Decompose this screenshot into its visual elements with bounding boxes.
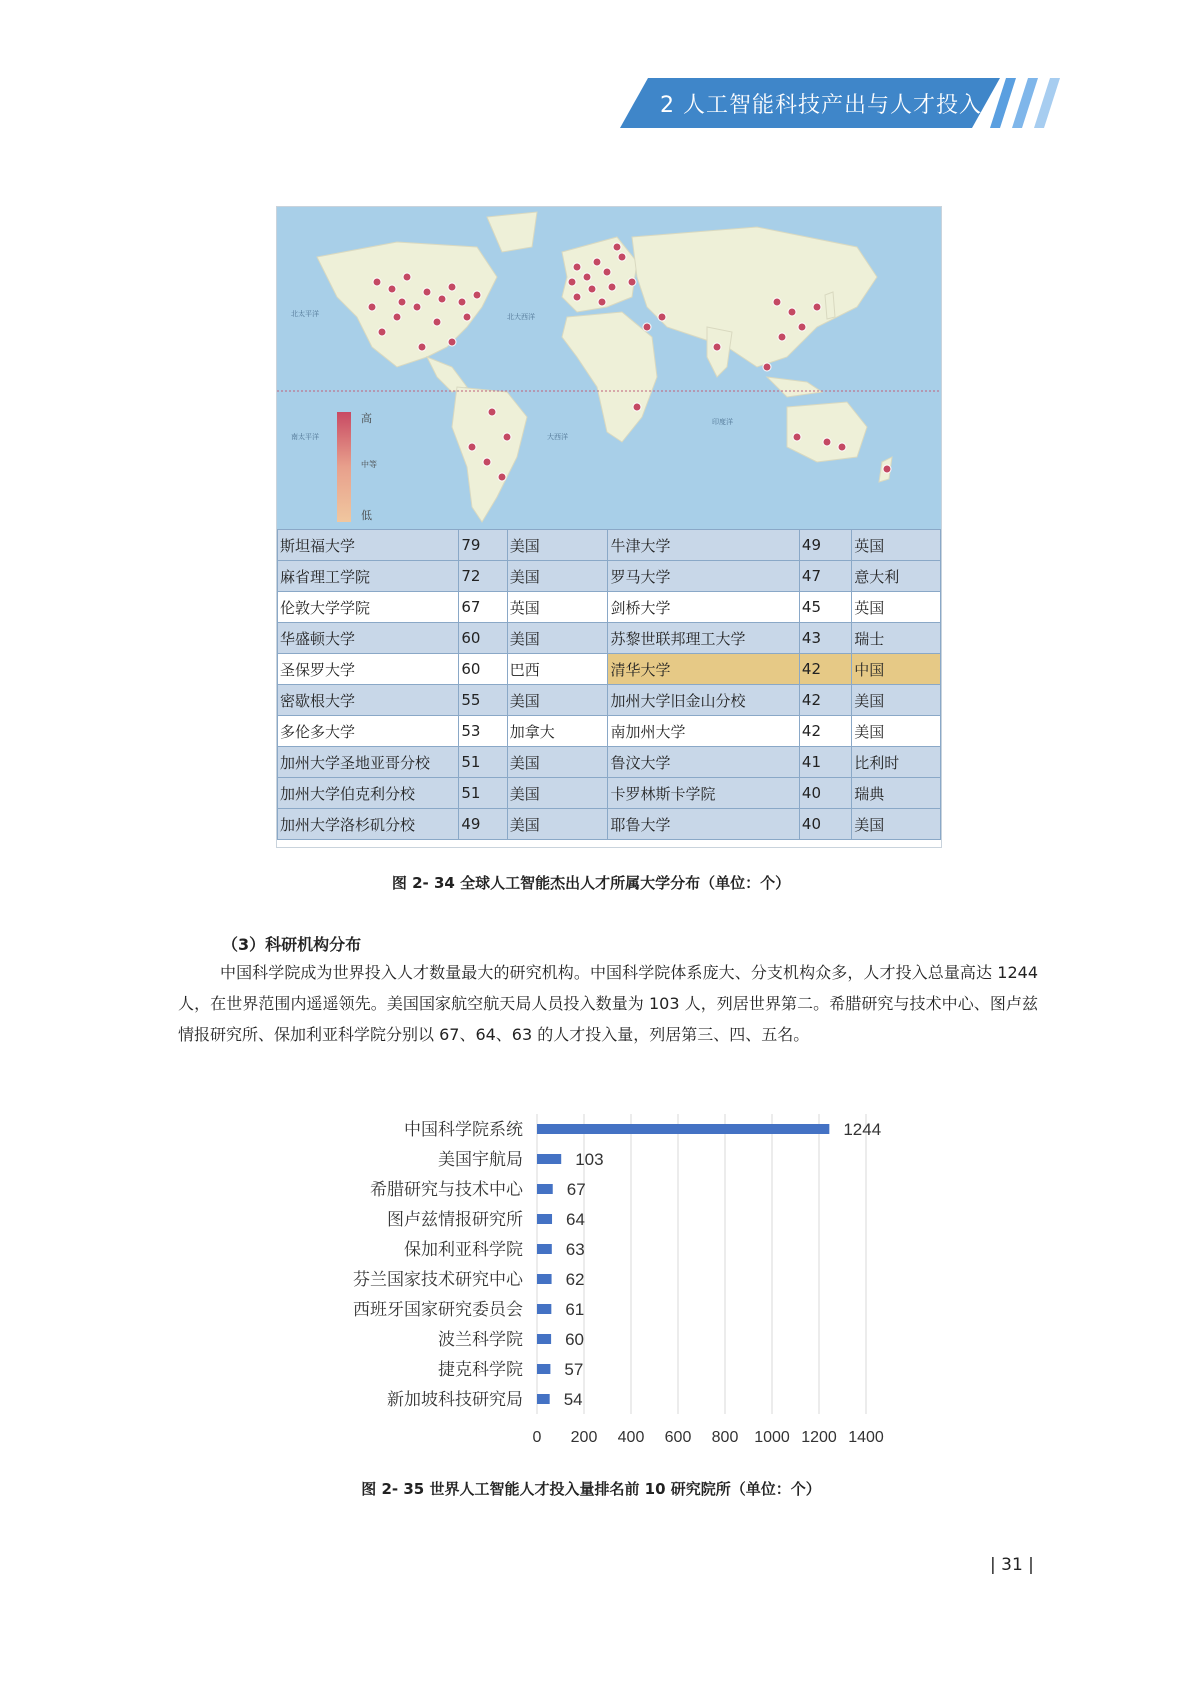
data-label: 62 <box>565 1270 585 1289</box>
university-name-cell: 鲁汶大学 <box>608 747 799 778</box>
talent-count-cell: 49 <box>799 530 851 561</box>
university-name-cell: 加州大学圣地亚哥分校 <box>278 747 459 778</box>
talent-count-cell: 72 <box>459 561 507 592</box>
table-row <box>278 654 941 685</box>
table-row <box>278 623 941 654</box>
table-row <box>278 592 941 623</box>
world-map-graphic <box>277 207 941 529</box>
category-label: 希腊研究与技术中心 <box>370 1180 523 1200</box>
chapter-title: 2 人工智能科技产出与人才投入 <box>660 93 982 118</box>
university-name-cell: 卡罗林斯卡学院 <box>608 778 799 809</box>
institution-bar-chart <box>0 1100 1182 1450</box>
university-name-cell: 加州大学旧金山分校 <box>608 685 799 716</box>
university-name-cell: 牛津大学 <box>608 530 799 561</box>
university-name-cell: 麻省理工学院 <box>278 561 459 592</box>
university-name-cell: 清华大学 <box>608 654 799 685</box>
country-cell: 美国 <box>507 623 608 654</box>
category-label: 美国宇航局 <box>438 1150 523 1170</box>
university-name-cell: 密歇根大学 <box>278 685 459 716</box>
ocean-label: 北太平洋 <box>291 310 319 318</box>
university-name-cell: 多伦多大学 <box>278 716 459 747</box>
page-number: | 31 | <box>990 1555 1034 1575</box>
country-cell: 巴西 <box>507 654 608 685</box>
data-label: 103 <box>575 1150 604 1169</box>
country-cell: 美国 <box>507 530 608 561</box>
talent-count-cell: 41 <box>799 747 851 778</box>
bar <box>537 1304 551 1314</box>
data-label: 61 <box>565 1300 585 1319</box>
university-name-cell: 剑桥大学 <box>608 592 799 623</box>
bar <box>537 1394 550 1404</box>
university-table <box>277 529 941 840</box>
data-label: 60 <box>565 1330 585 1349</box>
country-cell: 瑞典 <box>852 778 941 809</box>
talent-count-cell: 79 <box>459 530 507 561</box>
table-row <box>278 530 941 561</box>
data-label: 63 <box>565 1240 585 1259</box>
talent-count-cell: 40 <box>799 809 851 840</box>
university-name-cell: 华盛顿大学 <box>278 623 459 654</box>
talent-count-cell: 51 <box>459 778 507 809</box>
category-label: 图卢兹情报研究所 <box>387 1210 523 1230</box>
university-name-cell: 苏黎世联邦理工大学 <box>608 623 799 654</box>
legend-low-label: 低 <box>361 509 372 522</box>
x-tick-label: 800 <box>711 1429 739 1446</box>
talent-count-cell: 40 <box>799 778 851 809</box>
university-name-cell: 伦敦大学学院 <box>278 592 459 623</box>
talent-count-cell: 42 <box>799 685 851 716</box>
heat-legend-bar <box>337 412 351 522</box>
university-name-cell: 斯坦福大学 <box>278 530 459 561</box>
country-cell: 美国 <box>852 716 941 747</box>
talent-count-cell: 42 <box>799 654 851 685</box>
talent-count-cell: 45 <box>799 592 851 623</box>
x-tick-label: 400 <box>617 1429 645 1446</box>
legend-high-label: 高 <box>361 412 372 425</box>
banner-stripe <box>1034 78 1060 128</box>
bar <box>537 1244 552 1254</box>
talent-count-cell: 43 <box>799 623 851 654</box>
bar <box>537 1334 551 1344</box>
chapter-banner <box>0 78 1182 128</box>
country-cell: 美国 <box>852 809 941 840</box>
x-tick-label: 1400 <box>848 1429 884 1446</box>
talent-count-cell: 53 <box>459 716 507 747</box>
table-row <box>278 778 941 809</box>
country-cell: 英国 <box>852 530 941 561</box>
x-tick-label: 1200 <box>801 1429 837 1446</box>
university-name-cell: 耶鲁大学 <box>608 809 799 840</box>
legend-mid-label: 中等 <box>361 460 377 469</box>
ocean-label: 北大西洋 <box>507 313 535 321</box>
country-cell: 美国 <box>507 685 608 716</box>
country-cell: 比利时 <box>852 747 941 778</box>
university-name-cell: 圣保罗大学 <box>278 654 459 685</box>
bar-chart-svg <box>0 1100 1182 1450</box>
country-cell: 英国 <box>852 592 941 623</box>
bar <box>537 1124 829 1134</box>
country-cell: 加拿大 <box>507 716 608 747</box>
category-label: 中国科学院系统 <box>404 1120 523 1140</box>
country-cell: 中国 <box>852 654 941 685</box>
country-cell: 美国 <box>507 809 608 840</box>
x-tick-label: 600 <box>664 1429 692 1446</box>
category-label: 新加坡科技研究局 <box>387 1390 523 1410</box>
country-cell: 美国 <box>507 561 608 592</box>
ocean-label: 大西洋 <box>547 433 568 441</box>
ocean-label: 印度洋 <box>712 418 733 426</box>
category-label: 保加利亚科学院 <box>404 1240 523 1260</box>
table-row <box>278 561 941 592</box>
bar <box>537 1274 552 1284</box>
data-label: 57 <box>564 1360 584 1379</box>
university-name-cell: 南加州大学 <box>608 716 799 747</box>
world-map <box>277 207 941 529</box>
country-cell: 英国 <box>507 592 608 623</box>
university-figure <box>276 206 942 848</box>
country-cell: 瑞士 <box>852 623 941 654</box>
talent-count-cell: 49 <box>459 809 507 840</box>
country-cell: 美国 <box>507 747 608 778</box>
ocean-label: 南太平洋 <box>291 433 319 441</box>
x-tick-label: 0 <box>532 1429 542 1446</box>
category-label: 芬兰国家技术研究中心 <box>353 1270 523 1290</box>
data-label: 54 <box>563 1390 583 1409</box>
university-name-cell: 罗马大学 <box>608 561 799 592</box>
country-cell: 美国 <box>507 778 608 809</box>
bar <box>537 1154 561 1164</box>
banner-stripe <box>1012 78 1038 128</box>
talent-count-cell: 51 <box>459 747 507 778</box>
talent-count-cell: 47 <box>799 561 851 592</box>
talent-count-cell: 55 <box>459 685 507 716</box>
talent-count-cell: 60 <box>459 654 507 685</box>
data-label: 64 <box>566 1210 585 1229</box>
body-paragraph: 中国科学院成为世界投入人才数量最大的研究机构。中国科学院体系庞大、分支机构众多，人才投入总量高达 1244 人，在世界范围内遥遥领先。美国国家航空航天局人员投入数量为 103 人，列居世界第二。希腊研究与技术中心、图卢兹情报研究所、保加利亚科学院分别以 67、64、63 的人才投入量，列居第三、四、五名。 <box>178 963 1038 1044</box>
table-row <box>278 716 941 747</box>
x-tick-label: 1000 <box>754 1429 790 1446</box>
data-label: 1244 <box>843 1120 882 1139</box>
country-cell: 美国 <box>852 685 941 716</box>
talent-count-cell: 42 <box>799 716 851 747</box>
university-name-cell: 加州大学洛杉矶分校 <box>278 809 459 840</box>
bar <box>537 1184 553 1194</box>
data-label: 67 <box>566 1180 586 1199</box>
bar <box>537 1364 550 1374</box>
university-name-cell: 加州大学伯克利分校 <box>278 778 459 809</box>
section-heading: （3）科研机构分布 <box>222 935 362 954</box>
category-label: 捷克科学院 <box>438 1360 523 1380</box>
talent-count-cell: 67 <box>459 592 507 623</box>
table-row <box>278 747 941 778</box>
figure-caption: 图 2- 35 世界人工智能人才投入量排名前 10 研究院所（单位：个） <box>361 1480 821 1498</box>
table-row <box>278 809 941 840</box>
table-row <box>278 685 941 716</box>
x-tick-label: 200 <box>570 1429 598 1446</box>
figure-caption: 图 2- 34 全球人工智能杰出人才所属大学分布（单位：个） <box>391 874 791 892</box>
country-cell: 意大利 <box>852 561 941 592</box>
category-label: 波兰科学院 <box>438 1330 523 1350</box>
category-label: 西班牙国家研究委员会 <box>353 1300 523 1320</box>
talent-count-cell: 60 <box>459 623 507 654</box>
bar <box>537 1214 552 1224</box>
